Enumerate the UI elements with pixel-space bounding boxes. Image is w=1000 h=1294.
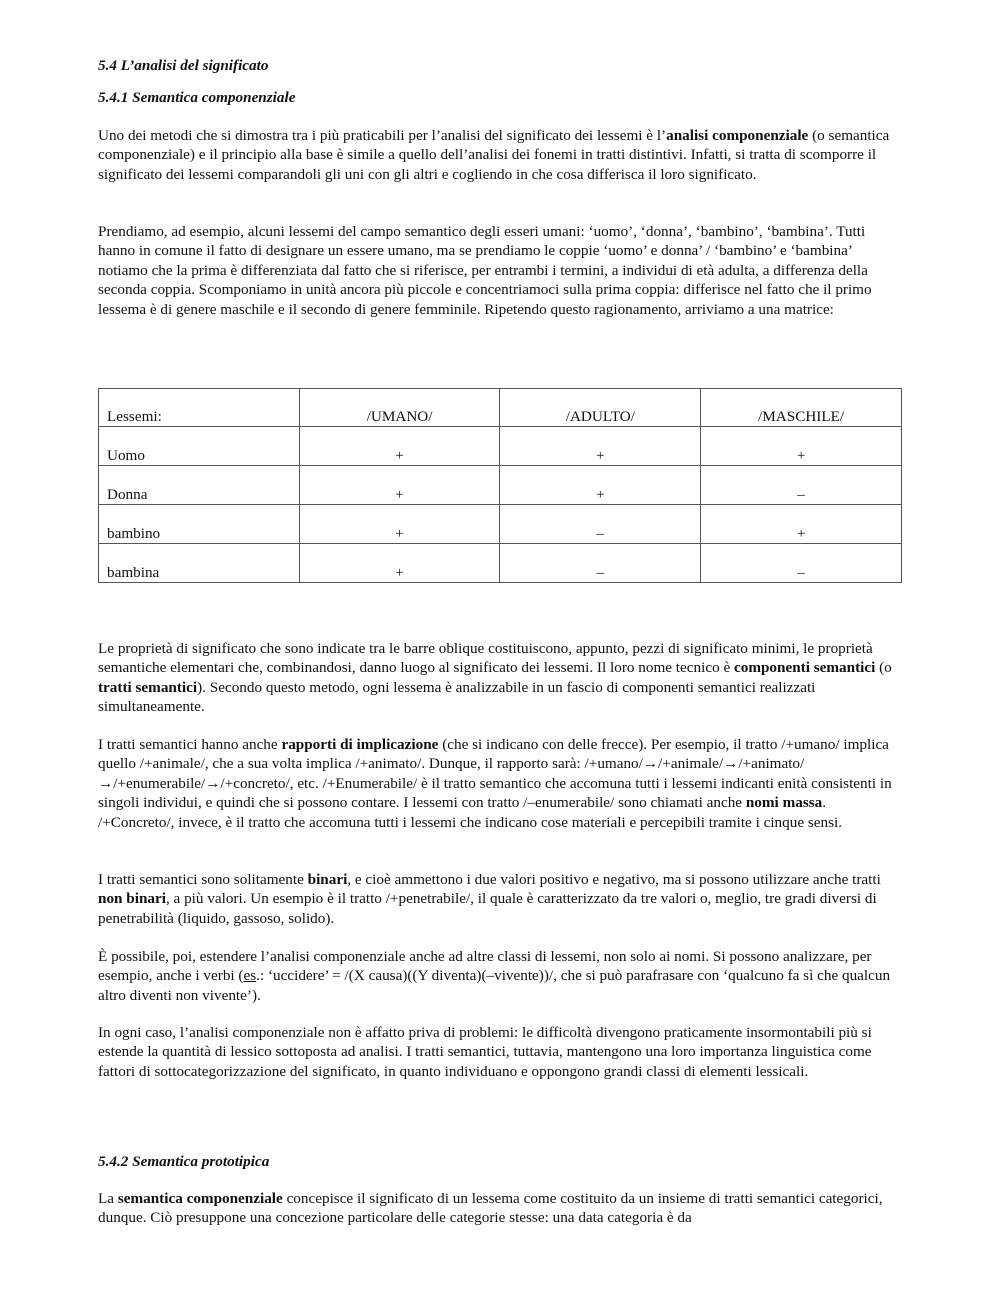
table-cell: bambina — [99, 544, 300, 583]
table-row — [99, 505, 902, 544]
table-cell: + — [500, 466, 701, 505]
term-tratti-semantici: tratti semantici — [98, 678, 198, 696]
term-nomi-massa: nomi massa — [745, 794, 823, 812]
term-semantica-componenziale: semantica componenziale — [117, 1190, 283, 1207]
paragraph-implications: I tratti semantici hanno anche rapporti di implicazione (che si indicano con delle frecce). Per esempio, il tratto /+umano/ implica quello /+animale/, che a sua volta implica /+animato/. Dunque, il rapporto sarà: /+umano/→/+animale/→/+animato/→/+enumerabile/→/+concreto/, etc. /+Enumerabile/ è il tratto semantico che accomuna tutti i lessemi indicanti enità consistenti in singoli individui, e quindi che si possono contare. I lessemi con tratto /–enumerabile/ sono chiamati anche nomi massa. /+Concreto/, invece, è il tratto che accomuna tutti i lessemi che indicano cose materiali e percepibili tramite i cinque sensi. — [98, 736, 892, 831]
table-cell: + — [701, 505, 902, 544]
table-cell: + — [299, 544, 500, 583]
paragraph-intro: Uno dei metodi che si dimostra tra i più praticabili per l’analisi del significato dei lessemi è l’analisi componenziale (o semantica componenziale) e il principio alla base è simile a quello dell’analisi dei fonemi in tratti distintivi. Infatti, si tratta di scomporre il significato dei lessemi comparandoli gli uni con gli altri e cogliendo in che cosa differisca il loro significato. — [98, 127, 890, 183]
table-header-row — [99, 389, 902, 427]
paragraph-problems: In ogni caso, l’analisi componenziale non è affatto priva di problemi: le difficoltà divengono praticamente insormontabili più si estende la quantità di lessico sottoposta ad analisi. I tratti semantici, tuttavia, mantengono una loro importanza linguistica come fattori di sottocategorizzazione del significato, in quanto individuano e oppongono grandi classi di elementi lessicali. — [98, 1024, 872, 1080]
table-cell: + — [299, 505, 500, 544]
section-title-prototipica: 5.4.2 Semantica prototipica — [98, 1153, 270, 1170]
table-cell: + — [701, 427, 902, 466]
paragraph-components: Le proprietà di significato che sono indicate tra le barre oblique costituiscono, appunto, pezzi di significato minimi, le proprietà semantiche elementari che, combinandosi, danno luogo al significato dei lessemi. Il loro nome tecnico è componenti semantici (o tratti semantici). Secondo questo metodo, ogni lessema è analizzabile in un fascio di componenti semantici realizzati simultaneamente. — [98, 640, 892, 716]
paragraph-verbs: È possibile, poi, estendere l’analisi componenziale anche ad altre classi di lessemi, non solo ai nomi. Si possono analizzare, per esempio, anche i verbi (es.: ‘uccidere’ = /(X causa)((Y diventa)(–vivente))/, che si può parafrasare con ‘qualcuno fa sì che qualcun altro diventi non vivente’). — [98, 948, 891, 1004]
term-binari: binari — [307, 871, 348, 888]
table-row — [99, 427, 902, 466]
term-non-binari: non binari — [98, 890, 166, 908]
term-componenti-semantici: componenti semantici — [734, 659, 876, 677]
table-row — [99, 544, 902, 583]
table-cell: Uomo — [99, 427, 300, 466]
table-cell: + — [299, 427, 500, 466]
componential-matrix-table — [98, 388, 902, 583]
table-cell: – — [500, 505, 701, 544]
term-rapporti-implicazione: rapporti di implicazione — [281, 736, 439, 753]
paragraph-example: Prendiamo, ad esempio, alcuni lessemi del campo semantico degli esseri umani: ‘uomo’, ‘donna’, ‘bambino’, ‘bambina’. Tutti hanno in comune il fatto di designare un essere umano, ma se prendiamo le coppie ‘uomo’ e donna’ / ‘bambino’ e ‘bambina’ notiamo che la prima è differenziata dal fatto che si riferisce, per entrambi i termini, a individui di età adulta, a differenza della seconda coppia. Scomponiamo in unità ancora più piccole e concentriamoci sulla prima coppia: differisce nel fatto che il primo lessema è di genere maschile e il secondo di genere femminile. Ripetendo questo ragionamento, arriviamo a una matrice: — [98, 223, 872, 318]
table-cell: – — [500, 544, 701, 583]
subsection-title: 5.4.1 Semantica componenziale — [98, 89, 296, 106]
table-header-cell: /MASCHILE/ — [701, 389, 902, 427]
section-title: 5.4 L’analisi del significato — [98, 57, 269, 74]
table-cell: – — [701, 466, 902, 505]
table-row — [99, 466, 902, 505]
table-cell: Donna — [99, 466, 300, 505]
table-cell: + — [500, 427, 701, 466]
abbreviation-es: es — [243, 967, 257, 985]
term-analisi-componenziale: analisi componenziale — [666, 127, 809, 144]
table-header-cell: Lessemi: — [99, 389, 300, 427]
table-header-cell: /ADULTO/ — [500, 389, 701, 427]
paragraph-prototypical: La semantica componenziale concepisce il significato di un lessema come costituito da un insieme di tratti semantici categorici, dunque. Ciò presuppone una concezione particolare delle categorie stesse: una data categoria è da — [98, 1190, 883, 1227]
table-cell: + — [299, 466, 500, 505]
table-header-cell: /UMANO/ — [299, 389, 500, 427]
paragraph-binary: I tratti semantici sono solitamente binari, e cioè ammettono i due valori positivo e negativo, ma si possono utilizzare anche tratti non binari, a più valori. Un esempio è il tratto /+penetrabile/, il quale è caratterizzato da tre valori o, meglio, tre gradi diversi di penetrabilità (liquido, gassoso, solido). — [98, 871, 881, 927]
table-cell: bambino — [99, 505, 300, 544]
table-cell: – — [701, 544, 902, 583]
